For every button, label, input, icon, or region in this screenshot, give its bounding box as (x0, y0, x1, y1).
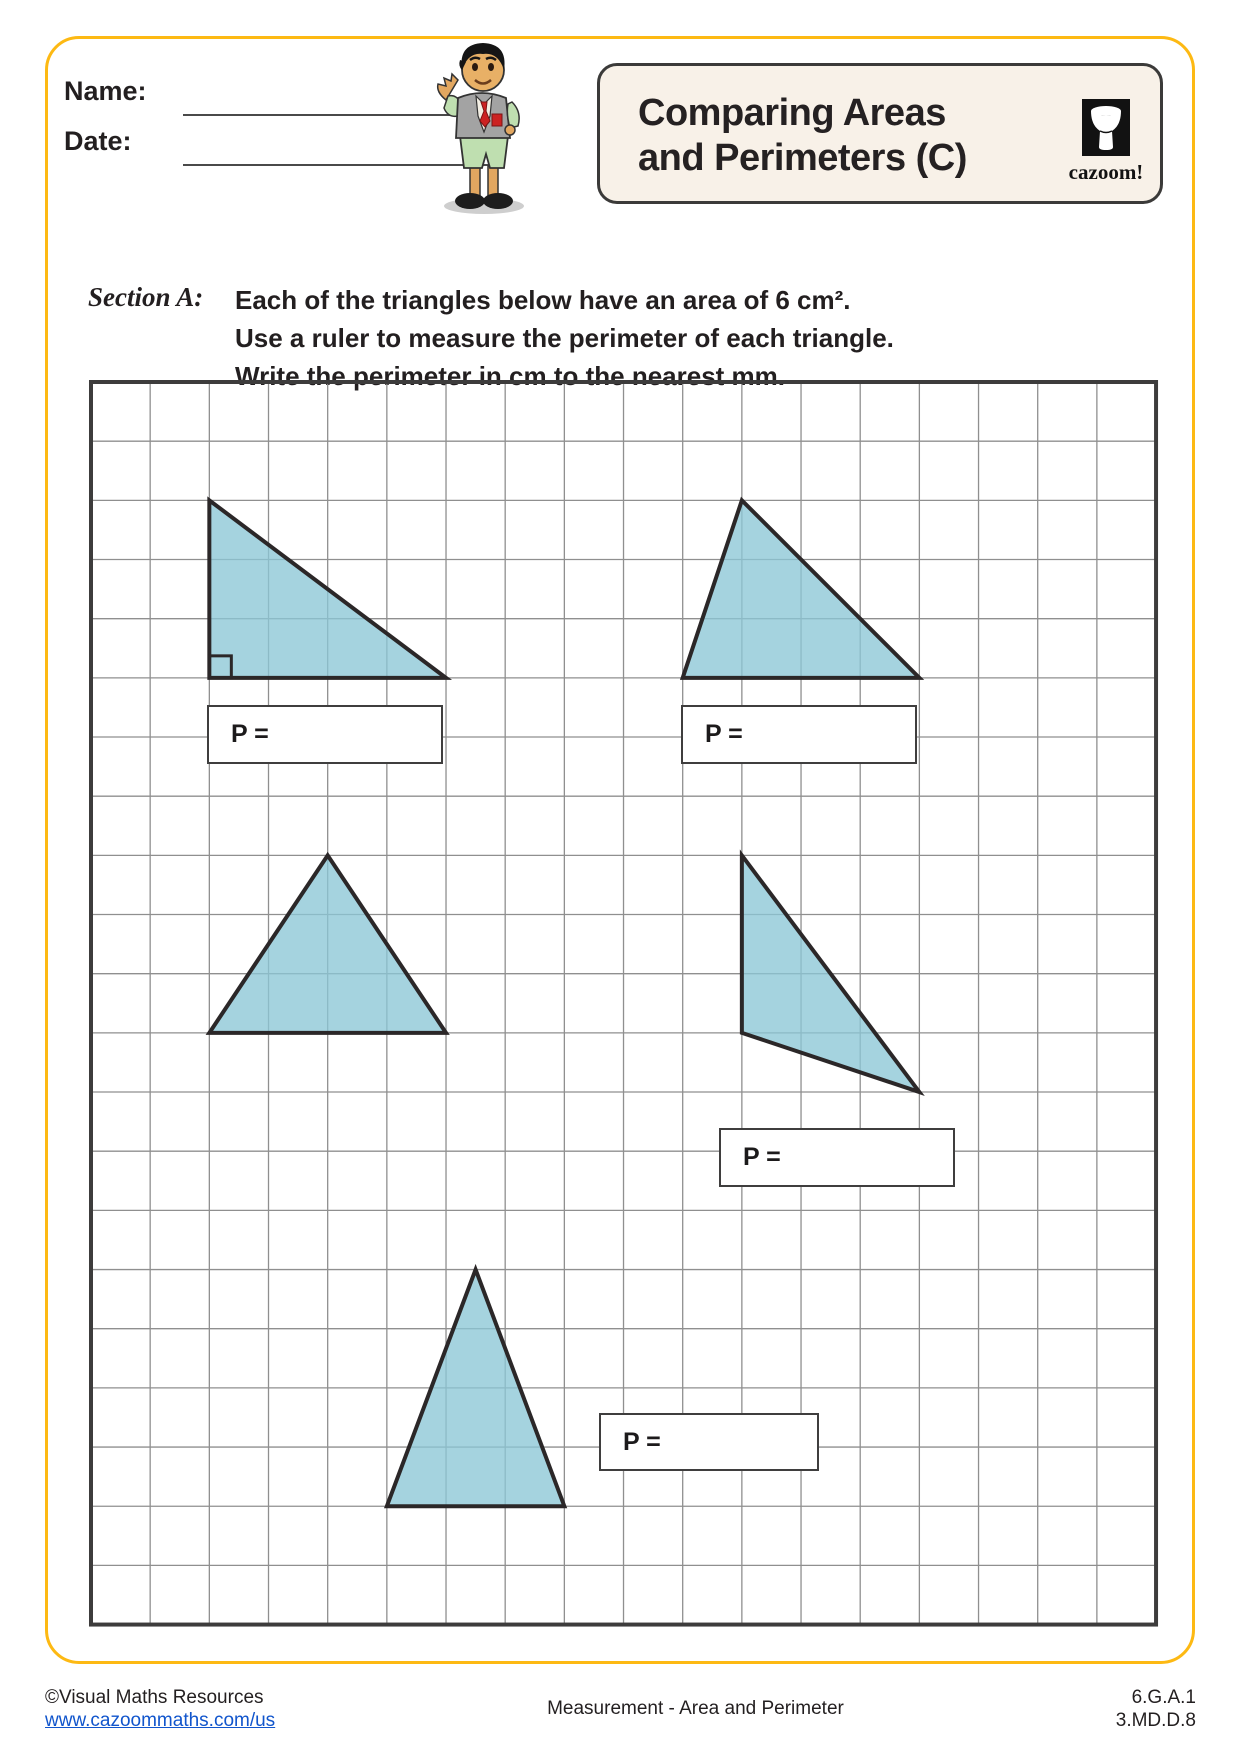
perimeter-label: P = (705, 720, 743, 748)
triangle-3 (209, 855, 446, 1033)
standard-code-2: 3.MD.D.8 (1115, 1710, 1196, 1731)
perimeter-answer-box-3[interactable] (719, 1128, 955, 1187)
drum-icon (1082, 99, 1130, 156)
section-a-label: Section A: (88, 282, 204, 312)
footer-topic: Measurement - Area and Perimeter (547, 1698, 844, 1719)
perimeter-label: P = (231, 720, 269, 748)
standard-code-1: 6.G.A.1 (1131, 1687, 1196, 1708)
perimeter-label: P = (743, 1143, 781, 1171)
website-link[interactable]: www.cazoommaths.com/us (45, 1710, 276, 1731)
footer (45, 1686, 1196, 1732)
instruction-line: Use a ruler to measure the perimeter of each triangle. (235, 323, 894, 353)
perimeter-answer-box-2[interactable] (681, 705, 917, 764)
logo-word: cazoom! (1068, 160, 1144, 184)
perimeter-answer-box-1[interactable] (207, 705, 443, 764)
instruction-line: Each of the triangles below have an area of 6 cm². (235, 285, 851, 315)
title-box (597, 63, 1163, 204)
section-a-instructions (235, 281, 894, 395)
name-label: Name: (64, 76, 147, 106)
worksheet-title: Comparing Areas and Perimeters (C) (638, 92, 967, 179)
perimeter-answer-box-4[interactable] (599, 1413, 819, 1471)
boy-cartoon-illustration (426, 40, 538, 216)
cazoom-logo (1060, 99, 1152, 185)
instruction-line: Write the perimeter in cm to the nearest mm. (235, 361, 785, 391)
date-label: Date: (64, 126, 132, 156)
copyright-text: ©Visual Maths Resources (45, 1687, 264, 1708)
perimeter-label: P = (623, 1427, 661, 1456)
